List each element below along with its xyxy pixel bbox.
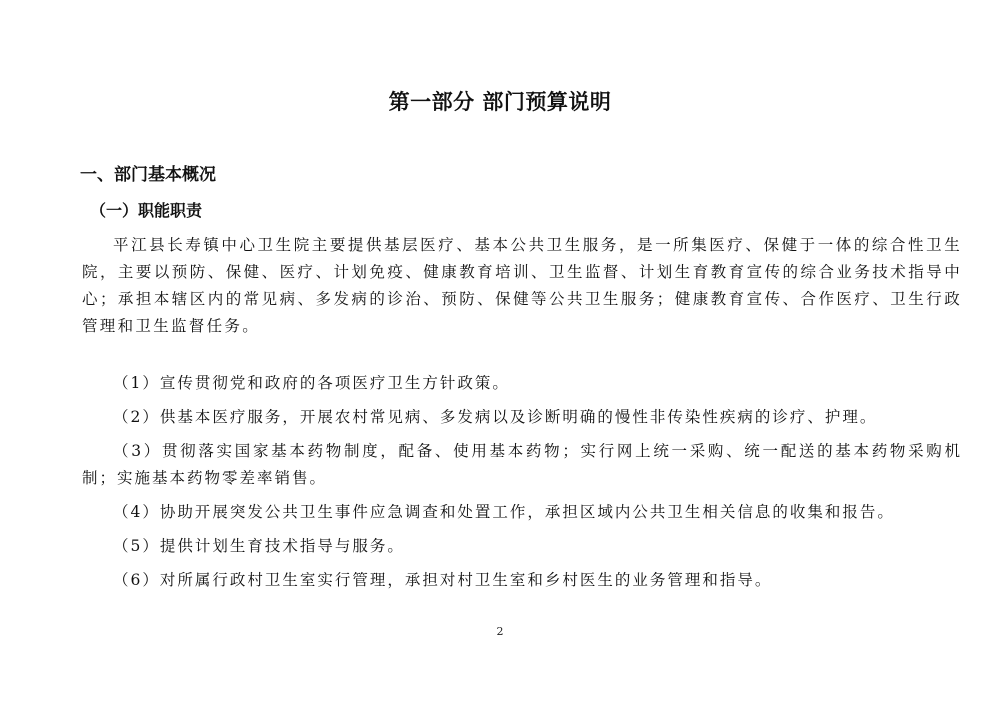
intro-paragraph: 平江县长寿镇中心卫生院主要提供基层医疗、基本公共卫生服务，是一所集医疗、保健于一体的综合性卫生院，主要以预防、保健、医疗、计划免疫、健康教育培训、卫生监督、计划生育教育宣传的综合业务技术指导中心；承担本辖区内的常见病、多发病的诊治、预防、保健等公共卫生服务；健康教育宣传、合作医疗、卫生行政管理和卫生监督任务。: [82, 236, 962, 335]
duty-list: [82, 370, 962, 601]
document-title: 第一部分 部门预算说明: [388, 90, 612, 114]
duty-item-6: （6）对所属行政村卫生室实行管理，承担对村卫生室和乡村医生的业务管理和指导。: [113, 571, 773, 589]
section-heading: 一、部门基本概况: [80, 165, 216, 185]
duty-item-5: （5）提供计划生育技术指导与服务。: [113, 537, 405, 555]
duty-item-1: （1）宣传贯彻党和政府的各项医疗卫生方针政策。: [113, 374, 510, 392]
duty-item-2: （2）供基本医疗服务，开展农村常见病、多发病以及诊断明确的慢性非传染性疾病的诊疗、护理。: [113, 408, 878, 426]
duty-item-3: （3）贯彻落实国家基本药物制度，配备、使用基本药物；实行网上统一采购、统一配送的基本药物采购机制；实施基本药物零差率销售。: [82, 442, 962, 487]
page-number: 2: [496, 625, 504, 638]
subsection-heading: （一）职能职责: [90, 201, 203, 220]
duty-item-4: （4）协助开展突发公共卫生事件应急调查和处置工作，承担区域内公共卫生相关信息的收集和报告。: [113, 503, 895, 521]
